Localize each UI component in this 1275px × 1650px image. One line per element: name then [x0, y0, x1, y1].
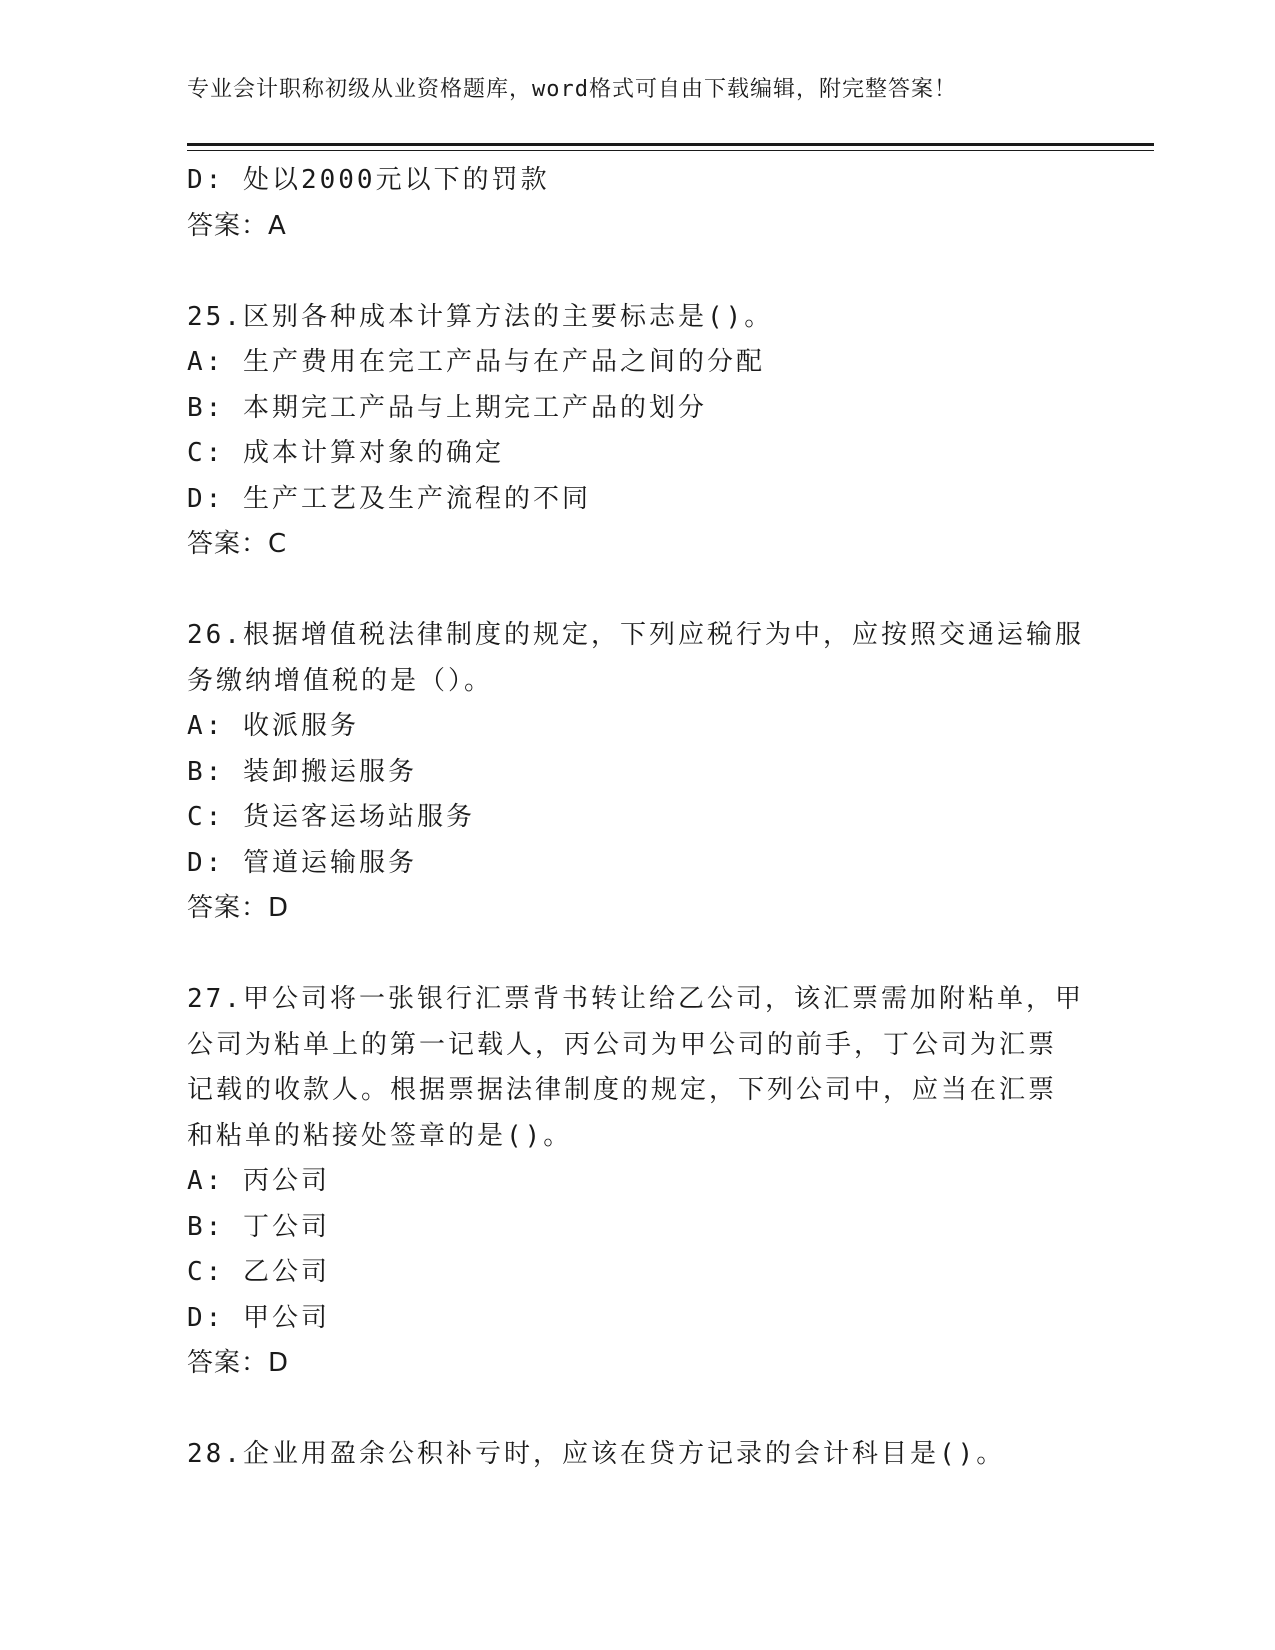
- question-25-option-c: C: 成本计算对象的确定: [187, 438, 504, 468]
- question-27-stem-line-3: 记载的收款人。根据票据法律制度的规定，下列公司中，应当在汇票: [187, 1075, 1058, 1105]
- page-header: 专业会计职称初级从业资格题库，word格式可自由下载编辑，附完整答案！: [187, 77, 957, 102]
- spacer: [187, 932, 1087, 978]
- question-26-stem-line-1: 26.根据增值税法律制度的规定，下列应税行为中，应按照交通运输服: [187, 620, 1084, 650]
- question-27-stem-line-4: 和粘单的粘接处签章的是()。: [187, 1120, 573, 1151]
- option-d: D: 处以2000元以下的罚款: [187, 165, 550, 195]
- question-26-option-d: D: 管道运输服务: [187, 847, 417, 878]
- header-rule-thick: [187, 143, 1154, 146]
- question-26-option-c: C: 货运客运场站服务: [187, 802, 475, 832]
- question-26-answer: 答案：D: [187, 893, 290, 923]
- question-27-stem-line-1: 27.甲公司将一张银行汇票背书转让给乙公司，该汇票需加附粘单，甲: [187, 984, 1084, 1014]
- question-25-option-d: D: 生产工艺及生产流程的不同: [187, 483, 591, 514]
- question-27-answer: 答案：D: [187, 1348, 290, 1378]
- question-27-option-c: C: 乙公司: [187, 1257, 330, 1287]
- question-26-stem-line-2: 务缴纳增值税的是（）。: [187, 665, 494, 696]
- question-26-option-b: B: 装卸搬运服务: [187, 756, 417, 787]
- question-27-option-a: A: 丙公司: [187, 1166, 330, 1196]
- spacer: [187, 1387, 1087, 1433]
- question-25-answer: 答案：C: [187, 529, 288, 559]
- question-25-stem: 25.区别各种成本计算方法的主要标志是()。: [187, 301, 774, 332]
- question-25-option-a: A: 生产费用在完工产品与在产品之间的分配: [187, 347, 765, 377]
- question-27-stem-line-2: 公司为粘单上的第一记载人，丙公司为甲公司的前手，丁公司为汇票: [187, 1029, 1058, 1060]
- header-rule-thin: [187, 150, 1154, 151]
- question-list: [187, 158, 1087, 1478]
- question-26-option-a: A: 收派服务: [187, 711, 359, 741]
- question-25-option-b: B: 本期完工产品与上期完工产品的划分: [187, 392, 707, 423]
- spacer: [187, 568, 1087, 614]
- spacer: [187, 249, 1087, 295]
- question-27-option-b: B: 丁公司: [187, 1211, 330, 1242]
- question-28-stem: 28.企业用盈余公积补亏时，应该在贷方记录的会计科目是()。: [187, 1439, 1006, 1469]
- question-27-option-d: D: 甲公司: [187, 1302, 330, 1333]
- answer-line: 答案：A: [187, 210, 287, 241]
